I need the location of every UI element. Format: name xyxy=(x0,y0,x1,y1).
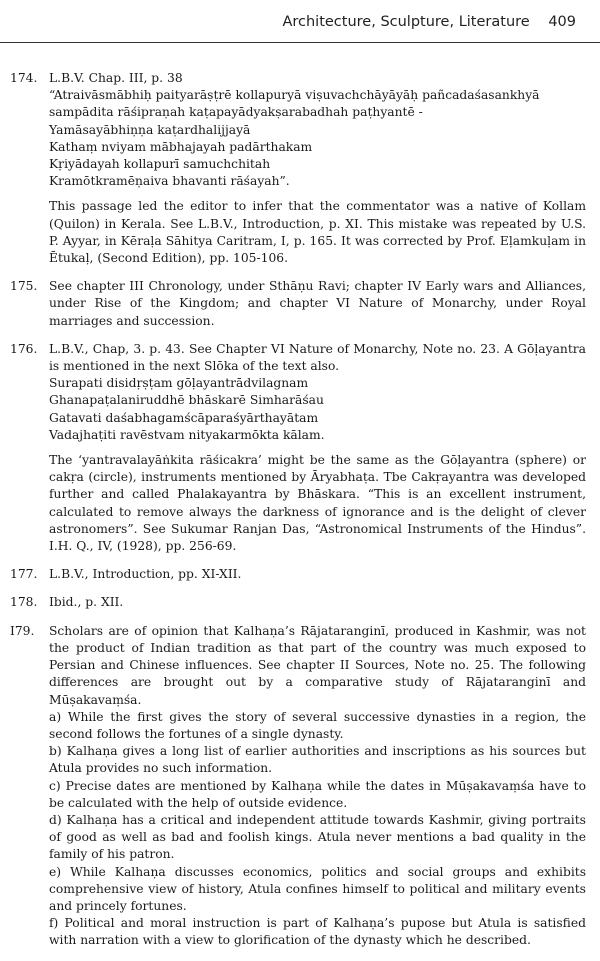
note-number: 177. xyxy=(10,567,38,582)
note-number: 178. xyxy=(10,595,38,610)
header-rule xyxy=(0,42,600,43)
comparison-item: a) While the first gives the story of several successive dynasties in a region, the second follows the fortunes of a single dynasty. xyxy=(49,709,586,741)
note-176 xyxy=(10,341,586,555)
note-number: 175. xyxy=(10,279,38,294)
note-line: Gatavati daśabhagamścāparaśyārthayātam xyxy=(49,410,319,425)
note-178 xyxy=(10,594,586,611)
note-paragraph: The ‘yantravalayāṅkita rāśicakra’ might be the same as the Gōḷayantra (sphere) or cakṛa (circle), instruments mentioned by Āryabhaṭa. Tbe Cakṛayantra was developed further and called Phalakayantra by Bhāskara. “This is an excellent instrument, calculated to remove always the darkness of ignorance and is the delight of clever astronomers”. See Sukumar Ranjan Das, “Astronomical Instruments of the Hindus”. I.H. Q., IV, (1928), pp. 256-69. xyxy=(49,453,586,554)
note-line: “Atraivāsmābhiḥ paityarāṣṭrē kollapuryā viṣuvachchāyāyāḥ pañcadaśasankhyā xyxy=(49,88,540,103)
note-number: 174. xyxy=(10,71,38,85)
note-175 xyxy=(10,278,586,330)
note-179 xyxy=(10,623,586,950)
note-line: L.B.V. Chap. III, p. 38 xyxy=(49,71,183,85)
note-174 xyxy=(10,70,586,267)
note-intro: L.B.V., Chap, 3. p. 43. See Chapter VI Nature of Monarchy, Note no. 23. A Gōḷayantra is mentioned in the next Slōka of the text also. xyxy=(49,341,586,374)
note-number: 176. xyxy=(10,341,38,356)
note-number: I79. xyxy=(10,623,35,638)
comparison-item: d) Kalhaṇa has a critical and independent attitude towards Kashmir, giving portraits of good as well as bad and foolish kings. Atula never mentions a bad quality in the family of his patron. xyxy=(49,812,586,862)
comparison-item: f) Political and moral instruction is part of Kalhaṇa’s pupose but Atula is satisfied with narration with a view to glorification of the dynasty which he described. xyxy=(49,916,586,948)
note-line: Vadajhaṭiti ravēstvam nityakarmōkta kālam. xyxy=(49,427,325,442)
endnotes xyxy=(10,70,586,961)
note-line: Kramōtkramēṇaiva bhavanti rāśayah”. xyxy=(49,174,290,189)
note-line: Kathaṃ nviyam mābhajayah padārthakam xyxy=(49,139,313,154)
comparison-item: c) Precise dates are mentioned by Kalhaṇa while the dates in Mūṣakavaṃśa have to be calculated with the help of outside evidence. xyxy=(49,778,586,810)
note-paragraph: Scholars are of opinion that Kalhaṇa’s Rājataranginī, produced in Kashmir, was not the product of Indian tradition as that part of the country was much exposed to Persian and Chinese influences. See chapter II Sources, Note no. 25. The following differences are brought out by a comparative study of Rājataranginī and Mūṣakavaṃśa. xyxy=(49,623,586,707)
comparison-item: b) Kalhaṇa gives a long list of earlier authorities and inscriptions as his sources but Atula provides no such information. xyxy=(49,744,586,776)
note-line: sampādita rāśipraṇah kaṭapayādyakṣarabadhah paṭhyantē - xyxy=(49,105,423,120)
comparison-item: e) While Kalhaṇa discusses economics, politics and social groups and exhibits comprehensive view of history, Atula confines himself to political and military events and princely fortunes. xyxy=(49,864,586,913)
running-header xyxy=(282,14,576,30)
running-title: Architecture, Sculpture, Literature xyxy=(282,14,530,30)
note-paragraph: This passage led the editor to infer that the commentator was a native of Kollam (Quilon) in Kerala. See L.B.V., Introduction, p. XI. This mistake was repeated by U.S. P. Ayyar, in Kēraḷa Sāhitya Caritram, I, p. 165. It was corrected by Prof. Eḷamkuḷam in Ētukaḷ, (Second Edition), pp. 105-106. xyxy=(49,199,586,266)
note-177 xyxy=(10,566,586,583)
note-paragraph: Ibid., p. XII. xyxy=(49,595,124,610)
note-line: Kṛiyādayah kollapurī samuchchitah xyxy=(49,157,271,172)
note-paragraph: See chapter III Chronology, under Sthāṇu Ravi; chapter IV Early wars and Alliances, under Rise of the Kingdom; and chapter VI Nature of Monarchy, under Royal marriages and succession. xyxy=(49,279,586,328)
page-number: 409 xyxy=(548,14,576,30)
note-line: Surapati disidṛṣṭam gōḷayantrādvilagnam xyxy=(49,376,309,391)
note-line: Ghanapaṭalaniruddhē bhāskarē Simharāśau xyxy=(49,393,324,408)
note-paragraph: L.B.V., Introduction, pp. XI-XII. xyxy=(49,567,242,582)
note-line: Yamāsayābhiṇṇa kaṭardhalijjayā xyxy=(49,122,251,137)
